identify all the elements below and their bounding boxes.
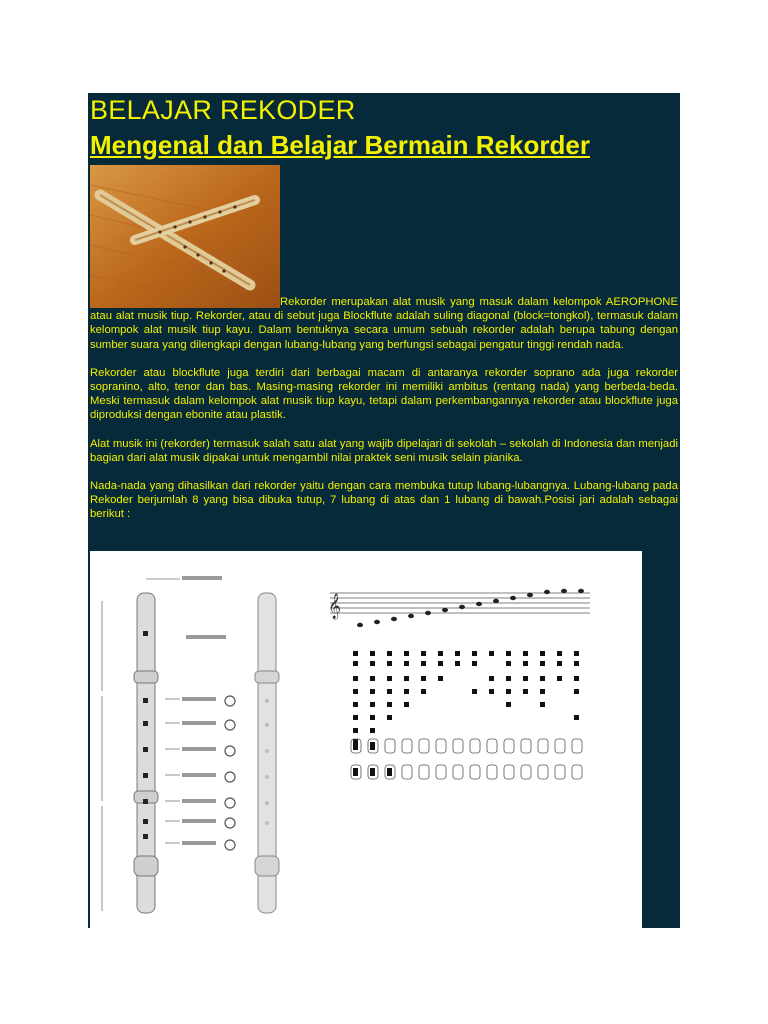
svg-text:𝄞: 𝄞 [328, 594, 342, 619]
article-body [90, 295, 678, 536]
page-title: BELAJAR REKODER [90, 95, 356, 125]
paragraph-3: Alat musik ini (rekorder) termasuk salah satu alat yang wajib dipelajari di sekolah – sekolah di Indonesia dan menjadi bagian dari alat musik dipakai untuk mengambil nilai praktek seni musik selain pianika. [90, 437, 678, 464]
recorder-parts-figure [102, 576, 235, 913]
page-subtitle: Mengenal dan Belajar Bermain Rekorder [90, 130, 590, 160]
article-panel [88, 93, 680, 928]
music-staff [330, 593, 590, 613]
recorder-photo [90, 165, 280, 308]
fingering-diagram [90, 551, 642, 928]
paragraph-1: Rekorder merupakan alat musik yang masuk dalam kelompok AEROPHONE atau alat musik tiup. Rekorder, atau di sebut juga Blockflute adalah suling diagonal (block=tongkol), termasuk dalam kelompok alat musik tiup kayu. Dalam bentuknya secara umum sebuah rekorder adalah berupa tabung dengan sumber suara yang dilengkapi dengan lubang-lubang yang berfungsi sebagai pengatur tinggi rendah nada. [90, 296, 678, 351]
recorder-outline-figure [255, 593, 279, 913]
paragraph-2: Rekorder atau blockflute juga terdiri dari berbagai macam di antaranya rekorder soprano ada juga rekorder sopranino, alto, tenor dan bas. Masing-masing rekorder ini memiliki ambitus (rentang nada) yang berbeda-beda. Meski termasuk dalam kelompok alat musik tiup kayu, tetapi dalam perkembangannya rekorder atau blockflute juga diproduksi dengan ebonite atau plastik. [90, 366, 678, 422]
fingering-chart [351, 651, 582, 779]
paragraph-4: Nada-nada yang dihasilkan dari rekorder yaitu dengan cara membuka tutup lubang-lubangnya. Lubang-lubang pada Rekoder berjumlah 8 yang bisa dibuka tutup, 7 lubang di atas dan 1 lubang di bawah.Posisi jari adalah sebagai berikut : [90, 480, 678, 521]
